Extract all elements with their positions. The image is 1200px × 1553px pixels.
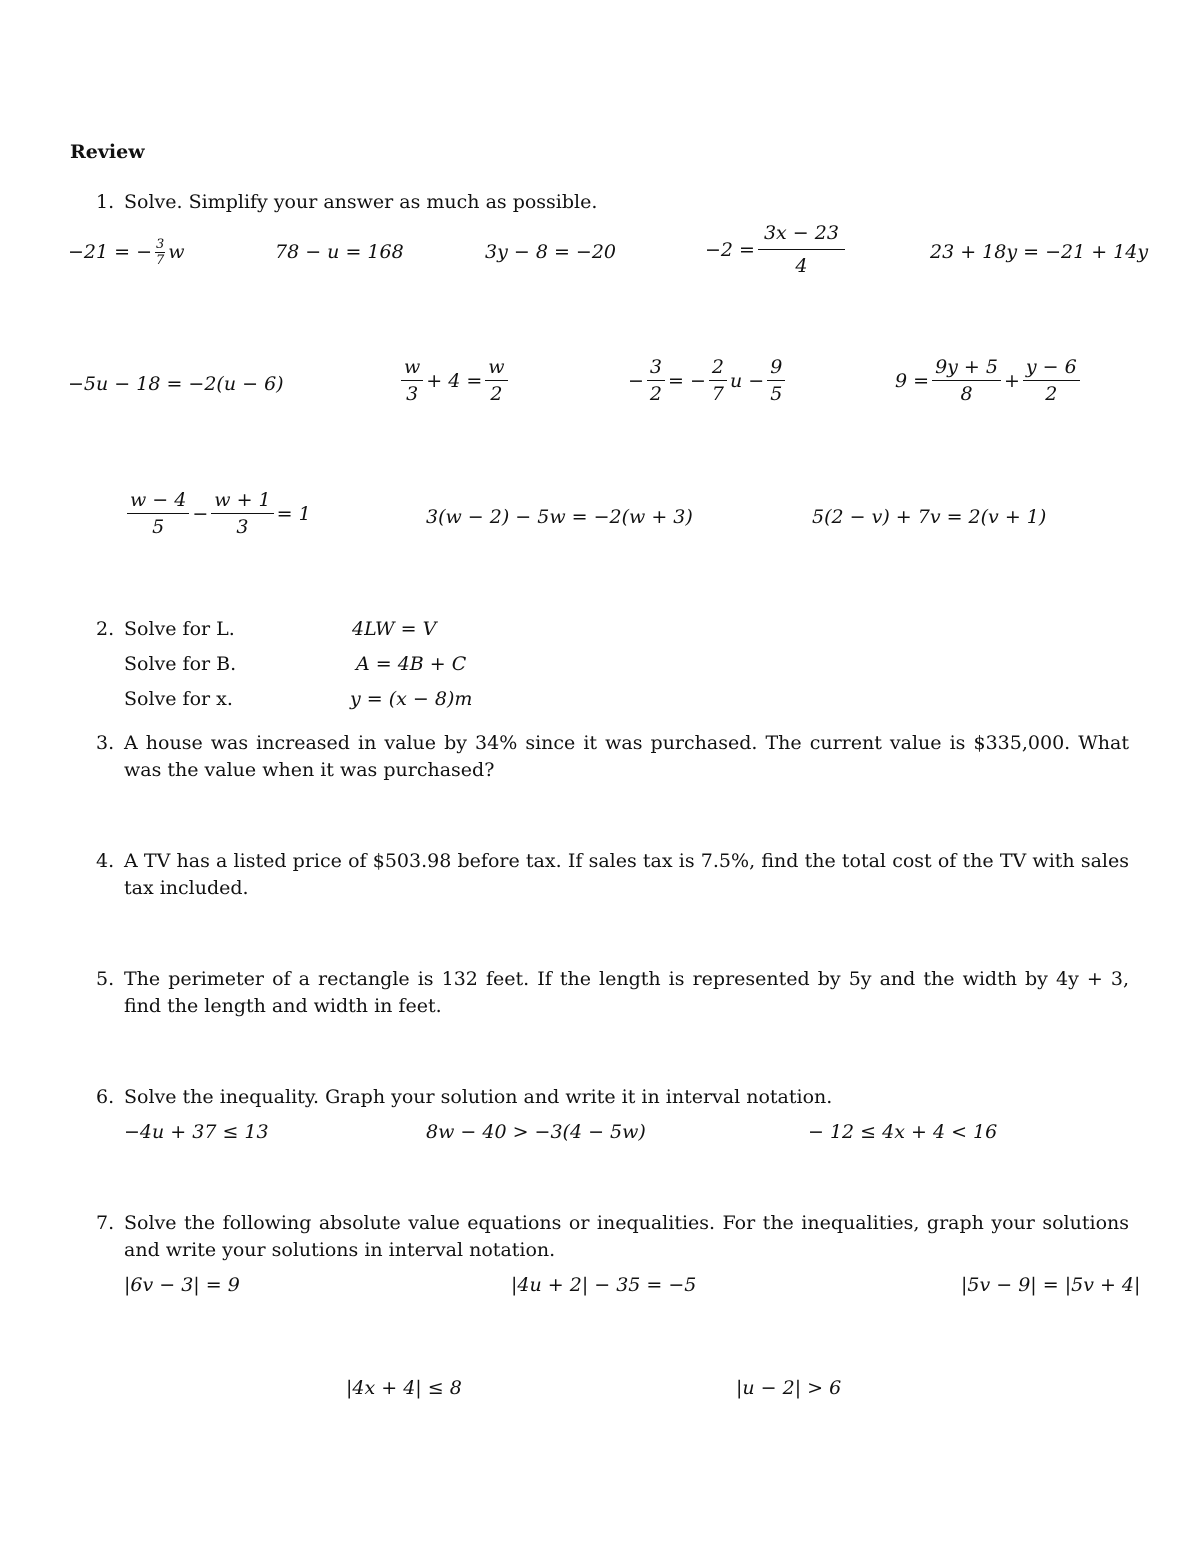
q1-eq-11: 3(w − 2) − 5w = −2(w + 3) (426, 506, 693, 528)
q4-number: 4. (96, 850, 115, 872)
q1-eq-1: −21 = − $\frac{3}{7}$ w (68, 237, 185, 268)
q2-eq-2: A = 4B + C (356, 653, 467, 675)
q1-eq-12: 5(2 − v) + 7v = 2(v + 1) (812, 506, 1047, 528)
q6-eq-2: 8w − 40 > −3(4 − 5w) (426, 1121, 646, 1143)
q7-eq-1: |6v − 3| = 9 (124, 1274, 240, 1296)
q6-eq-3: − 12 ≤ 4x + 4 < 16 (808, 1121, 998, 1143)
q1-eq-5: 23 + 18y = −21 + 14y (930, 241, 1149, 263)
q7-eq-2: |4u + 2| − 35 = −5 (511, 1274, 697, 1296)
q6-text: Solve the inequality. Graph your solution and write it in interval notation. (124, 1086, 833, 1108)
q1-eq-7: $\frac{w}{3}$ + 4 = $\frac{w}{2}$ (398, 358, 511, 404)
q7-eq-5: |u − 2| > 6 (736, 1377, 842, 1399)
q6-eq-1: −4u + 37 ≤ 13 (124, 1121, 269, 1143)
q3-number: 3. (96, 732, 115, 754)
q7-eq-4: |4x + 4| ≤ 8 (346, 1377, 462, 1399)
q1-eq-2: 78 − u = 168 (275, 241, 404, 263)
q1-eq-10: $\frac{w - 4}{5}$ − $\frac{w + 1}{3}$ = 1 (124, 491, 311, 537)
q2-eq-3: y = (x − 8)m (350, 688, 473, 710)
q1-eq-9: 9 = $\frac{9y + 5}{8}$ + $\frac{y - 6}{2}$ (895, 358, 1083, 404)
q5-text: The perimeter of a rectangle is 132 feet. If the length is represented by 5y and the width by 4y + 3, find the length and width in feet. (124, 968, 1129, 1017)
q5-number: 5. (96, 968, 115, 990)
q1-eq-3: 3y − 8 = −20 (485, 241, 617, 263)
page-title: Review (70, 141, 145, 163)
q2-number: 2. (96, 618, 115, 640)
q1-eq-8: − $\frac{3}{2}$ = − $\frac{2}{7}$ u − $\frac{9}{5}$ (628, 358, 788, 404)
q1-eq-6: −5u − 18 = −2(u − 6) (68, 373, 284, 395)
q2-label-2: Solve for B. (124, 653, 237, 675)
q2-label-3: Solve for x. (124, 688, 233, 710)
q3-text: A house was increased in value by 34% since it was purchased. The current value is $335,000. What was the value when it was purchased? (124, 732, 1129, 781)
q2-eq-1: 4LW = V (352, 618, 437, 640)
q7-number: 7. (96, 1212, 115, 1234)
q1-number: 1. (96, 191, 115, 213)
q7-eq-3: |5v − 9| = |5v + 4| (961, 1274, 1141, 1296)
q2-label-1: Solve for L. (124, 618, 235, 640)
q6-number: 6. (96, 1086, 115, 1108)
q7-text: Solve the following absolute value equations or inequalities. For the inequalities, graph your solutions and write your solutions in interval notation. (124, 1212, 1129, 1261)
q1-eq-4: −2 = $\frac{3x - 23}{4}$ (705, 224, 848, 276)
q1-text: Solve. Simplify your answer as much as possible. (124, 191, 598, 213)
q4-text: A TV has a listed price of $503.98 before tax. If sales tax is 7.5%, find the total cost of the TV with sales tax included. (124, 850, 1129, 899)
